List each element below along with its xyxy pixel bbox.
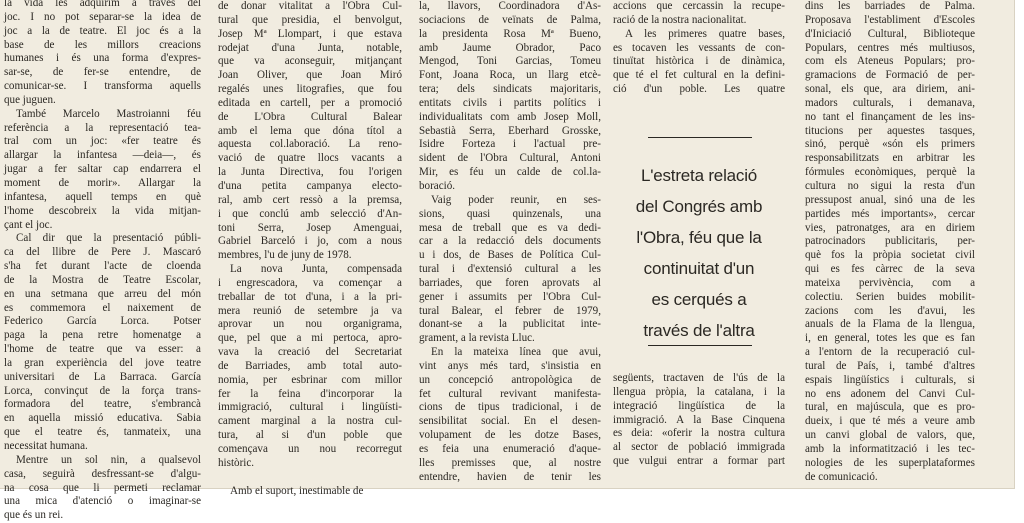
text-line: anuals de la Flama de la llengua,: [805, 318, 975, 331]
text-line: toni Serra, Josep Amenguai,: [218, 221, 402, 234]
text-line: partides més importants», cercar: [805, 207, 975, 220]
text-line: tinuïtat històrica i de dinàmica,: [613, 55, 785, 68]
text-line: llengua pròpia, la catalana, i la: [613, 385, 785, 398]
text-line: cions de tipus tradicional, i de: [419, 401, 601, 414]
text-line: vint anys més tard, s'insistia en: [419, 359, 601, 372]
text-line: s'ha fet durant l'acte de cloenda: [4, 260, 201, 273]
text-line: es commemora el naixement de: [4, 301, 201, 314]
column-4-bottom: [613, 372, 785, 469]
text-line: de comunicació.: [805, 470, 878, 483]
text-line: no ens adonem del Canvi Cul-: [805, 387, 975, 400]
column-3: [419, 0, 601, 485]
text-line: ca del llibre de Pere J. Mascaró: [4, 246, 201, 259]
text-line: qui es fes càrrec de la seva: [805, 263, 975, 276]
text-line: accions que cercassin la recupe-: [613, 0, 785, 12]
text-line: volupament de les dotze Bases,: [419, 429, 601, 442]
text-line: de donar vitalitat a l'Obra Cul-: [218, 0, 402, 12]
pullquote-line: es cerqués a: [651, 290, 747, 309]
text-line: de Barriades, amb total auto-: [218, 359, 402, 372]
text-line: que és un rei.: [4, 509, 64, 522]
text-line: que té el fet cultural en la defini-: [613, 69, 785, 82]
text-line: Populars, centres més multiusos,: [805, 41, 975, 54]
text-line: tral com un joc: «fer teatre és: [4, 135, 201, 148]
text-line: la, llavors, Coordinadora d'As-: [419, 0, 601, 12]
text-line: lles premisses que, al nostre: [419, 456, 601, 469]
text-line: la gran experiència del jove teatre: [4, 356, 201, 369]
pullquote-line: L'estreta relació: [640, 166, 758, 185]
text-line: entendre, havien de tenir les: [419, 470, 601, 483]
text-line: Federico García Lorca. Potser: [4, 315, 201, 328]
text-line: casa, seguirà desfressant-se d'algu-: [4, 467, 201, 480]
text-line: començava un nou recorregut: [218, 443, 402, 455]
text-line: pressupost anual, sinó una de les: [805, 193, 975, 206]
text-line: fer la feina d'incorporar la: [218, 387, 402, 400]
text-line: Sebastià Serra, Eberhard Grosske,: [419, 124, 601, 137]
text-line: Font, Joana Roca, un llarg etcè-: [419, 69, 601, 82]
text-line: joc. I no pot separar-se la idea de: [4, 10, 201, 23]
text-line: sociacions de veïnats de Palma,: [419, 13, 601, 26]
text-line: que, pel que a mi pertoca, apro-: [218, 332, 402, 345]
text-line: la Junta Directiva, fou l'origen: [218, 166, 402, 179]
text-line: es deia: «oferir la nostra cultura: [613, 427, 785, 440]
column-5: [805, 0, 975, 485]
text-line: treballar de tot d'una, i a la pri-: [218, 290, 402, 303]
pullquote-line: través de l'altra: [643, 321, 755, 340]
text-line: universitari de La Barraca. García: [4, 370, 201, 383]
text-line: nologies de les superplataformes: [805, 456, 975, 469]
text-line: donant-se a la publicitat inte-: [419, 318, 601, 331]
text-line: rodejat d'una Junta, notable,: [218, 41, 402, 54]
text-line: com els Ateneus Populars; pro-: [805, 55, 975, 68]
text-line: individualitats com amb Josep Moll,: [419, 110, 601, 123]
text-line: També Marcelo Mastroianni féu: [16, 107, 201, 120]
text-line: Gabriel Barceló i jo, com a nous: [218, 235, 402, 248]
text-line: A les primeres quatre bases,: [625, 27, 785, 40]
text-line: allargar la infantesa —deia—, és: [4, 149, 201, 162]
text-line: sinó, perquè «són els primers: [805, 138, 975, 151]
pullquote-line: del Congrés amb: [635, 197, 763, 216]
text-line: la presidenta Rosa Mª Bueno,: [419, 27, 601, 40]
text-line: responsabilitzats en arbitrar les: [805, 152, 975, 165]
text-line: vies, patronatges, ara en diriem: [805, 221, 975, 234]
text-line: un canvi global de valors, que,: [805, 429, 975, 442]
text-line: joc a la de teatre. El joc és a la: [4, 24, 201, 37]
text-line: es feia una enumeració d'aque-: [419, 443, 601, 455]
text-line: de la Mostra de Teatre Escolar,: [4, 273, 201, 286]
text-line: Mentre un sol nin, a qualsevol: [16, 453, 201, 466]
text-line: tura, al si d'un poble que: [218, 429, 402, 442]
text-line: Mir, es féu un calde de col.la-: [419, 166, 601, 179]
pullquote-line: continuitat d'un: [643, 259, 755, 278]
text-line: en una setmana que arreu del món: [4, 287, 201, 300]
text-line: l'home descobreix la vida mitjan-: [4, 204, 201, 217]
text-line: fórmules econòmiques, perquè la: [805, 166, 975, 179]
text-line: immigració. A la Base Cinquena: [613, 413, 785, 426]
text-line: Mengod, Toni Garcias, Tomeu: [419, 55, 601, 68]
text-line: amb el lema que dóna títol a: [218, 124, 402, 137]
text-line: de L'Obra Cultural Balear: [218, 110, 402, 123]
text-line: següents, tractaven de l'ús de la: [613, 372, 785, 384]
text-line: que vulgui entrar a formar part: [613, 455, 785, 468]
text-line: Lorca, convinçut de la força trans-: [4, 384, 201, 397]
text-line: Proposava l'establiment d'Escoles: [805, 13, 975, 26]
text-line: tural que presidia, el benvolgut,: [218, 13, 402, 26]
text-line: madors culturals, i demanava,: [805, 96, 975, 109]
column-1: [4, 0, 201, 523]
text-line: boració.: [419, 179, 456, 192]
text-line: dueix, i que té més a veure amb: [805, 415, 975, 428]
text-line: al sector de població immigrada: [613, 441, 785, 454]
column-2: [218, 0, 402, 499]
text-line: sions, quasi quinzenals, una: [419, 207, 601, 220]
text-line: comunicar-se. I transforma aquells: [4, 80, 201, 93]
text-line: Josep Mª Llompart, i que estava: [218, 27, 402, 40]
pullquote: [612, 160, 786, 346]
text-line: entitats civils i partits polítics i: [419, 96, 601, 109]
text-line: patrocinadors publicitaris, per-: [805, 235, 975, 248]
text-line: mera reunió de setembre ja va: [218, 304, 402, 317]
text-line: colectiu. Serien buides mobilit-: [805, 290, 975, 303]
text-line: humanes i és una forma d'expres-: [4, 52, 201, 65]
text-line: necessitat humana.: [4, 440, 88, 452]
pullquote-line: l'Obra, féu que la: [636, 228, 762, 247]
text-line: aprovar un nou organigrama,: [218, 318, 402, 331]
text-line: ral, amb cert ressò a la premsa,: [218, 193, 402, 206]
text-line: sar-se, de fer-se entendre, de: [4, 66, 201, 79]
text-line: històric.: [218, 456, 255, 469]
text-line: d'Iniciació Cultural, Biblioteque: [805, 27, 975, 40]
text-line: barriades, que foren aprovats al: [419, 276, 601, 289]
text-line: sident de l'Obra Cultural, Antoni: [419, 152, 601, 165]
text-line: jugar a fer saltar cap endarrera el: [4, 163, 201, 176]
text-line: gramacions de Formació de per-: [805, 69, 975, 82]
text-line: que va aconseguir, mitjançant: [218, 55, 402, 68]
text-line: base de les millors creacions: [4, 38, 201, 51]
text-line: amb Jaume Obrador, Paco: [419, 41, 601, 54]
text-line: La nova Junta, compensada: [230, 263, 402, 276]
text-line: zacions com les d'avui, les: [805, 304, 975, 317]
text-line: i, en general, totes les que es fan: [805, 332, 975, 345]
text-line: aquesta col.laboració. La reno-: [218, 138, 402, 151]
text-line: vació de quatre llocs vacants a: [218, 152, 402, 165]
text-line: Vaig poder reunir, en ses-: [431, 193, 601, 206]
text-line: una mica d'atenció o imaginar-se: [4, 495, 201, 508]
text-line: En la mateixa línea que avui,: [431, 346, 601, 359]
text-line: amb la informatització i les tec-: [805, 443, 975, 455]
text-line: sensibilitat social. En el desen-: [419, 415, 601, 428]
text-line: regalés unes litografies, que fou: [218, 83, 402, 96]
text-line: que juguen.: [4, 93, 56, 106]
text-line: cultura no sigui la resta d'un: [805, 179, 975, 192]
text-line: u i dos, de Bases de Política Cul-: [419, 249, 601, 262]
text-line: un concepció antropològica de: [419, 373, 601, 386]
text-line: membres, l'u de juny de 1978.: [218, 249, 352, 262]
column-4-top: [613, 0, 785, 97]
text-line: tural Balear, el febrer de 1979,: [419, 304, 601, 317]
text-line: grament, a la revista Lluc.: [419, 332, 535, 345]
text-line: titucions per aquestes tasques,: [805, 124, 975, 137]
text-line: Joan Oliver, que Joan Miró: [218, 69, 402, 82]
text-line: referència a la representació tea-: [4, 121, 201, 134]
text-line: dins les barriades de Palma.: [805, 0, 975, 12]
text-line: no tant el finançament de les ins-: [805, 110, 975, 123]
text-line: tera; dels sindicats majoritaris,: [419, 83, 601, 96]
pullquote-rule-bottom: [648, 345, 752, 346]
text-line: Cal dir que la presentació públi-: [16, 232, 201, 245]
text-line: i que conclú amb selecció d'An-: [218, 207, 402, 220]
text-line: paga la pena retre homenatge a: [4, 329, 201, 342]
text-line: car a la redacció dels documents: [419, 235, 601, 248]
text-line: què fos la pròpia societat civil: [805, 249, 975, 262]
text-line: a l'entorn de la recuperació cul-: [805, 346, 975, 359]
text-line: en aquella missió educativa. Sabia: [4, 412, 201, 425]
text-line: formadora del teatre, s'embrancà: [4, 398, 201, 411]
text-line: i engrescadora, va començar a: [218, 276, 402, 289]
text-line: espais lingüístics i culturals, si: [805, 373, 975, 386]
text-line: d'una petita campanya electo-: [218, 179, 402, 192]
text-line: editada en cartell, per a promoció: [218, 96, 402, 109]
text-line: que el teatre és, tanmateix, una: [4, 426, 201, 439]
pullquote-rule-top: [648, 137, 752, 138]
text-line: nomia, per esbrinar com millor: [218, 373, 402, 386]
text-line: l'home de teatre que va esser: a: [4, 343, 201, 356]
text-line: immigració, cultural i lingüísti-: [218, 401, 402, 414]
text-line: infantesa, aquell temps en què: [4, 190, 201, 203]
text-line: tural, en majúscula, que es pro-: [805, 401, 975, 414]
text-line: na cosa que li permeti reclamar: [4, 481, 201, 494]
text-line: çant el joc.: [4, 218, 53, 231]
text-line: tural de País, i, també d'altres: [805, 359, 975, 372]
text-line: vava la creació del Secretariat: [218, 346, 402, 359]
text-line: sonal, els que, ara diriem, ani-: [805, 83, 975, 96]
text-line: fet cultural revivant manifesta-: [419, 387, 601, 400]
text-line: Isidre Forteza i l'actual pre-: [419, 138, 601, 151]
text-line: mateixa pervivència, com a: [805, 276, 975, 289]
text-line: integració lingüística de la: [613, 399, 785, 412]
text-line: ció d'un poble. Les quatre: [613, 83, 785, 96]
text-line: ració de la nostra nacionalitat.: [613, 13, 747, 26]
text-line: mesa de treball que es va dedi-: [419, 221, 601, 234]
text-line: Amb el suport, inestimable de: [230, 484, 364, 497]
text-line: cament marginal a la nostra cul-: [218, 415, 402, 428]
text-line: tural i d'extensió cultural a les: [419, 263, 601, 276]
text-line: es tocaven les vessants de con-: [613, 41, 785, 54]
text-line: la vida les adquirim a través del: [4, 0, 201, 9]
text-line: moment de morir». Allargar la: [4, 176, 201, 189]
text-line: gener i assumits per l'Obra Cul-: [419, 290, 601, 303]
